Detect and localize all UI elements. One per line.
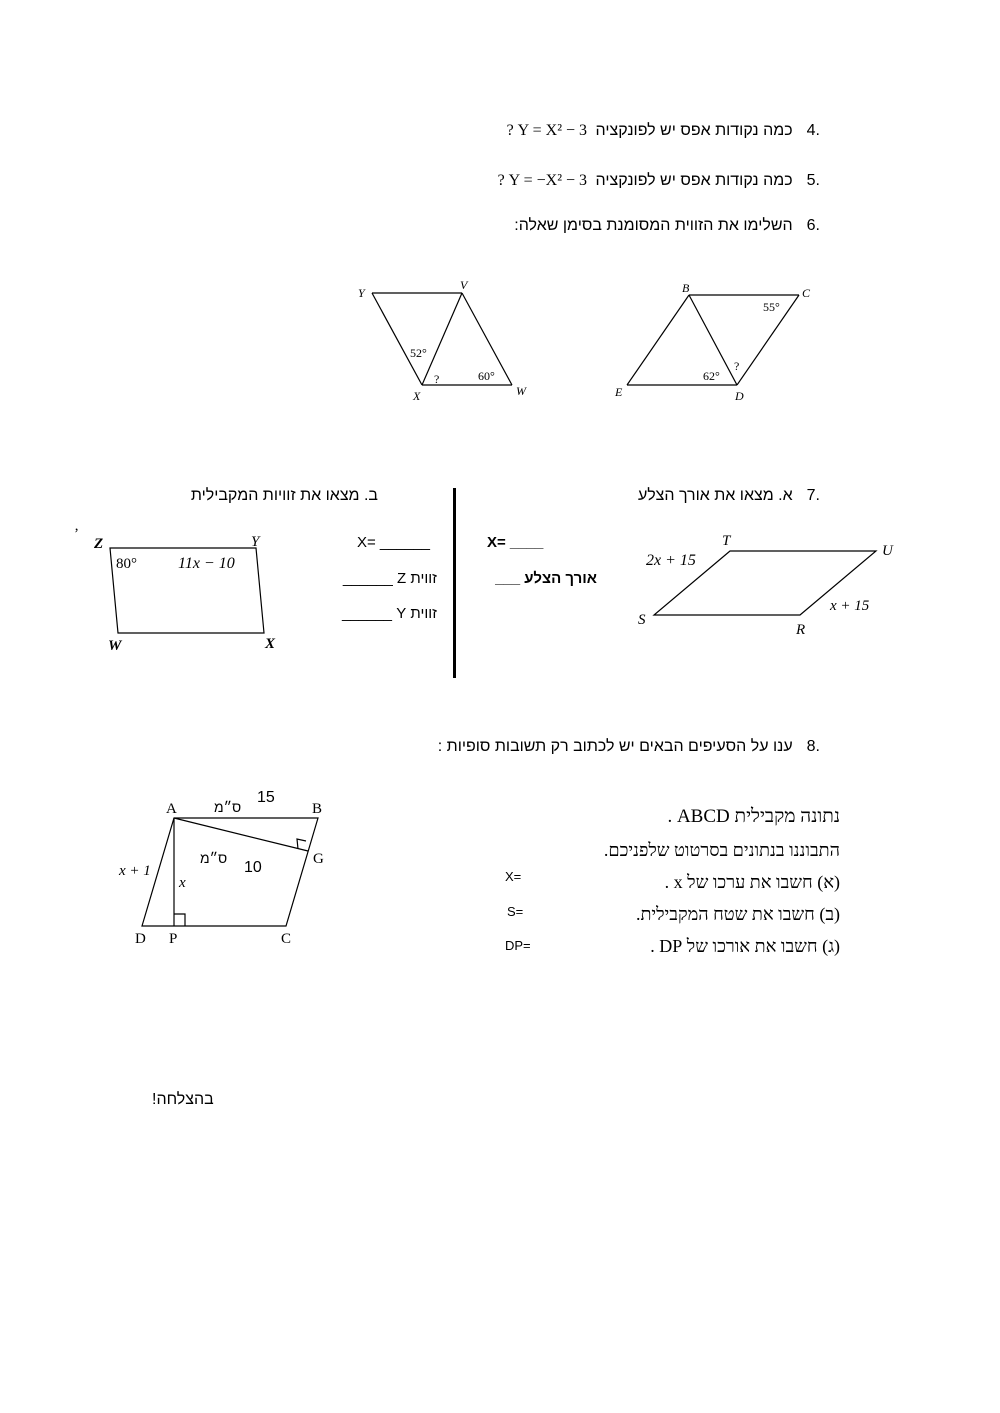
question-text: כמה נקודות אפס יש לפונקציה	[595, 172, 793, 189]
question-number: .6	[806, 217, 820, 234]
unknown-angle: ?	[434, 372, 440, 386]
figure-parallelogram-zywx	[60, 520, 300, 660]
label-b: B	[682, 281, 690, 295]
ag-value: 10	[244, 859, 262, 876]
label-g: G	[313, 851, 324, 867]
figure-triangles-bced	[605, 280, 825, 405]
label-s: S	[638, 612, 646, 628]
label-y: Y	[358, 286, 365, 300]
label-z: Z	[94, 536, 104, 552]
label-t: T	[722, 533, 731, 549]
label-w: W	[516, 384, 526, 398]
question-text: א. מצאו את אורך הצלע	[638, 487, 793, 504]
answer-7b-angle-z: זווית Z ______	[342, 570, 437, 587]
q8-look: התבוננו בנתונים בסרטוט שלפניכם.	[603, 840, 840, 860]
expr-11x-10: 11x − 10	[178, 555, 235, 572]
question-number: .7	[806, 487, 820, 504]
angle-55: 55°	[763, 300, 780, 314]
figure-parallelogram-abcd	[110, 782, 340, 952]
top-value: 15	[257, 789, 275, 806]
answer-7b-x: X= ______	[357, 534, 430, 551]
question-7-b	[191, 487, 378, 505]
label-d: D	[735, 389, 744, 403]
angle-60: 60°	[478, 369, 495, 383]
q8-part-a: (א) חשבו את ערכו של x .	[664, 872, 840, 892]
answer-8b: S=	[507, 904, 524, 919]
question-5	[498, 172, 820, 190]
label-c: C	[281, 931, 292, 947]
label-u: U	[882, 543, 893, 559]
q8-part-c: (ג) חשבו את אורכו של DP .	[650, 936, 840, 956]
angle-52: 52°	[410, 346, 427, 360]
label-e: E	[615, 385, 623, 399]
label-a: A	[166, 801, 177, 817]
vertical-divider	[453, 488, 456, 678]
question-7-a	[638, 487, 820, 505]
question-number: .5	[806, 172, 820, 189]
label-y: Y	[251, 534, 260, 550]
label-x: X	[265, 636, 276, 652]
label-w: W	[108, 638, 122, 654]
answer-8c: DP=	[505, 938, 531, 953]
label-b: B	[312, 801, 323, 817]
question-6	[514, 217, 820, 235]
label-x: X	[413, 389, 421, 403]
answer-7a-x: X= ____	[487, 534, 544, 551]
answer-7b-angle-y: זווית Y ______	[341, 605, 437, 622]
label-p: P	[169, 931, 178, 947]
label-c: C	[802, 286, 811, 300]
question-text: השלימו את הזווית המסומנת בסימן שאלה:	[514, 217, 793, 234]
label-v: V	[460, 278, 468, 292]
unknown-angle: ?	[734, 359, 740, 373]
question-4	[507, 122, 820, 140]
question-text: ב. מצאו את זוויות המקבילית	[190, 487, 378, 504]
answer-7a-side: אורך הצלע ___	[495, 570, 597, 587]
question-number: .4	[806, 122, 820, 139]
answer-8a: X=	[505, 869, 522, 884]
height-x: x	[179, 875, 186, 891]
question-text: ענו על הסעיפים הבאים יש לכתוב רק תשובות סופיות :	[437, 738, 793, 755]
question-8	[438, 738, 820, 756]
function-formula: ? Y = X² − 3	[506, 122, 588, 139]
question-number: .8	[806, 738, 820, 755]
q8-given: נתונה מקבילית ABCD .	[667, 806, 840, 827]
function-formula: ? Y = −X² − 3	[497, 172, 588, 189]
side-2x15: 2x + 15	[646, 552, 696, 569]
top-unit: ס״מ	[214, 799, 242, 815]
ag-unit: ס״מ	[200, 850, 228, 866]
figure-triangles-yvxw	[350, 275, 540, 405]
label-r: R	[796, 622, 806, 638]
q8-part-b: (ב) חשבו את שטח המקבילית.	[635, 904, 840, 924]
angle-62: 62°	[703, 369, 720, 383]
stray-mark: ’	[74, 526, 79, 542]
angle-80: 80°	[116, 556, 137, 572]
label-d: D	[135, 931, 146, 947]
left-side-x1: x + 1	[119, 863, 151, 879]
good-luck: בהצלחה!	[152, 1091, 214, 1108]
question-text: כמה נקודות אפס יש לפונקציה	[595, 122, 793, 139]
side-x15: x + 15	[830, 598, 870, 614]
figure-parallelogram-stur	[630, 530, 905, 645]
